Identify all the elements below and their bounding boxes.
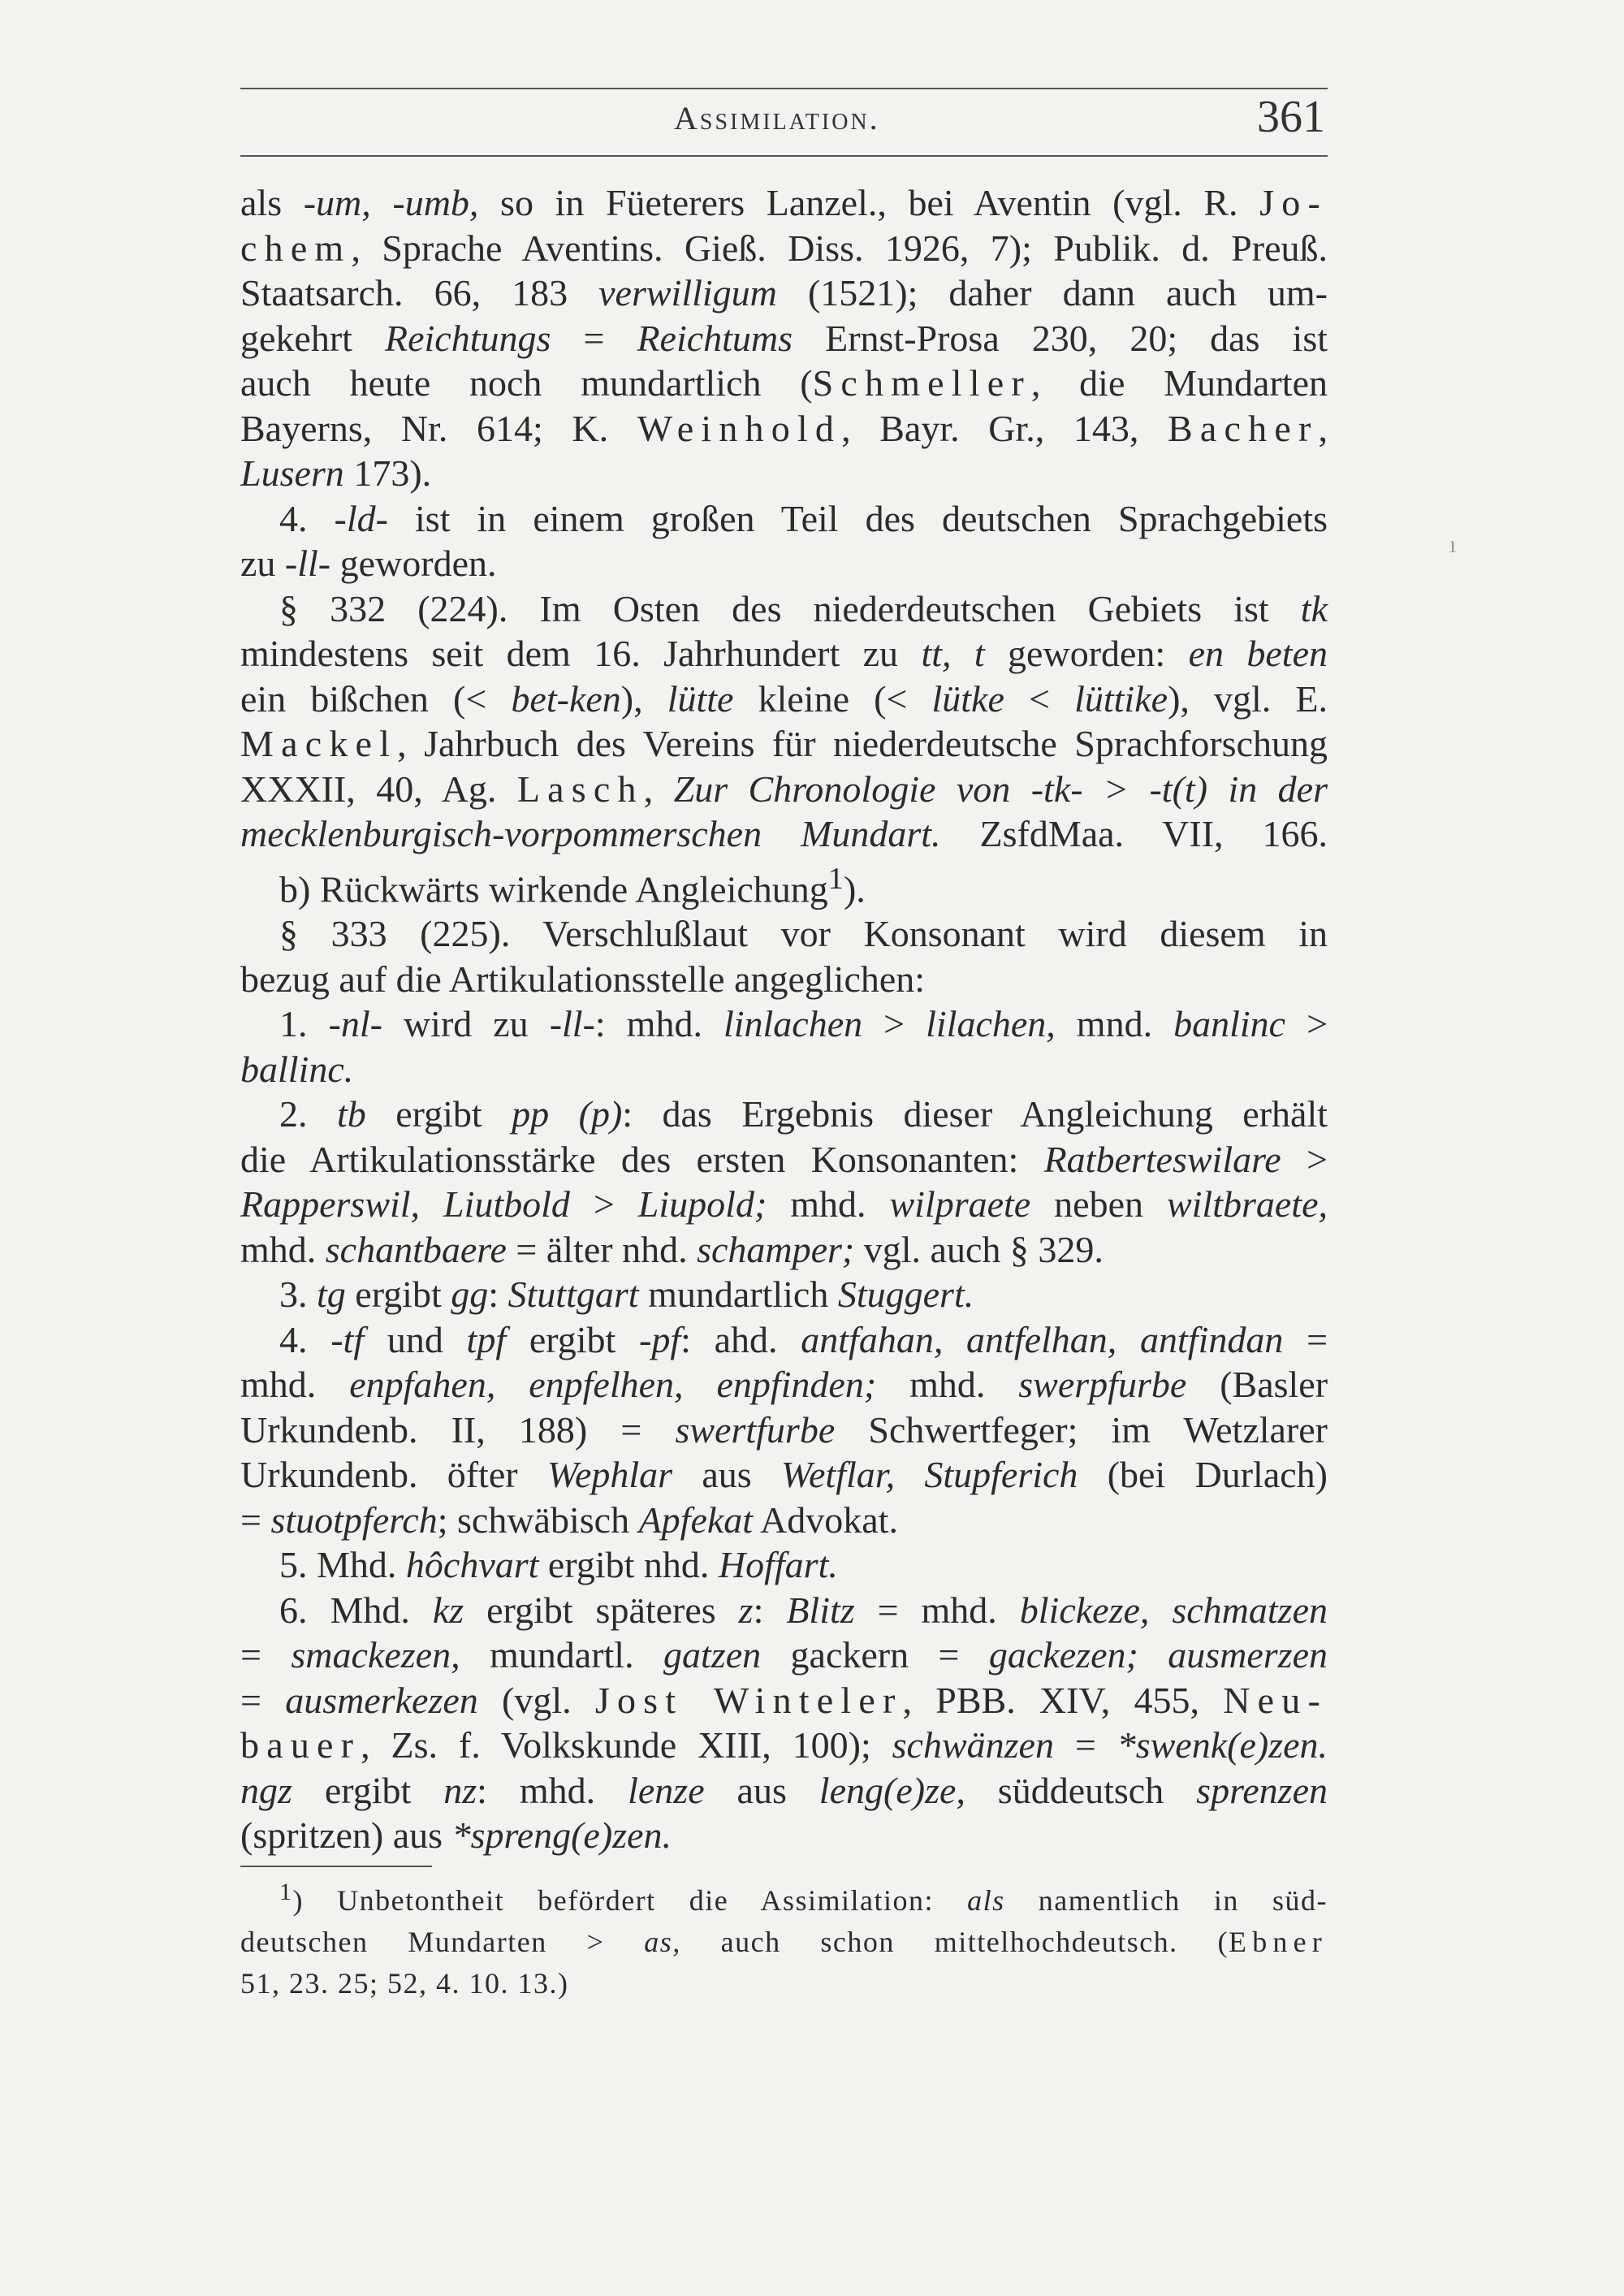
- italic-term: lilachen,: [926, 1003, 1056, 1045]
- body-line: [240, 406, 1328, 452]
- text-run: >: [862, 1003, 926, 1045]
- italic-term: antfahan, antfelhan, antfindan: [801, 1318, 1284, 1360]
- text-run: und: [364, 1318, 467, 1360]
- text-run: gekehrt: [240, 317, 385, 359]
- text-run: :: [753, 1589, 787, 1631]
- author-name: Lasch: [516, 767, 644, 810]
- text-run: mhd.: [767, 1183, 890, 1226]
- text-run: : mhd.: [594, 1003, 723, 1045]
- text-run: Urkundenb. öfter: [240, 1454, 547, 1496]
- text-run: so in Füeterers Lanzel., bei Aventin (vgl. R.: [478, 182, 1260, 223]
- text-run: kleine (<: [733, 677, 932, 720]
- italic-term: ballinc.: [240, 1048, 354, 1090]
- italic-term: Blitz: [786, 1589, 855, 1631]
- text-run: 51, 23. 25; 52, 4. 10. 13.): [240, 1967, 569, 2000]
- body-line: [240, 911, 1328, 957]
- text-run: >: [1285, 1003, 1328, 1045]
- text-run: (bei Durlach): [1078, 1454, 1328, 1496]
- italic-term: schwänzen: [892, 1724, 1054, 1766]
- author-name: Mackel: [240, 723, 398, 764]
- text-run: 5. Mhd.: [279, 1544, 406, 1586]
- text-run: 3.: [279, 1273, 317, 1316]
- italic-term: Stuggert.: [837, 1273, 974, 1316]
- body-line: [240, 1227, 1328, 1273]
- text-run: ; schwäbisch: [437, 1498, 639, 1541]
- italic-term: tpf: [466, 1318, 507, 1360]
- italic-term: kz: [432, 1589, 464, 1631]
- text-run: , PBB. XIV, 455,: [902, 1679, 1224, 1721]
- italic-term: enpfahen, enpfelhen, enpfinden;: [349, 1364, 877, 1406]
- text-run: =: [1053, 1724, 1117, 1766]
- text-run: neben: [1030, 1183, 1167, 1226]
- text-run: Bayerns, Nr. 614; K.: [240, 407, 637, 449]
- italic-term: stuotpferch: [270, 1498, 438, 1541]
- running-title: Assimilation.: [674, 100, 880, 136]
- text-run: =: [1283, 1318, 1328, 1360]
- italic-term: tt, t: [921, 633, 985, 674]
- footnote-line: [240, 1871, 1328, 1922]
- text-run: (1521); daher dann auch um-: [776, 272, 1328, 313]
- italic-term: schantbaere: [325, 1228, 507, 1270]
- text-run: >: [569, 1183, 638, 1226]
- text-run: 2.: [279, 1093, 337, 1135]
- body-line: [240, 1001, 1328, 1047]
- italic-term: Reichtums: [637, 317, 793, 359]
- italic-term: verwilligum: [598, 272, 777, 313]
- italic-term: tk: [1300, 587, 1328, 629]
- text-run: ) Unbetontheit befördert die Assimilation:: [292, 1884, 968, 1917]
- text-run: ergibt: [345, 1273, 451, 1316]
- text-run: , die Mundarten: [1030, 362, 1328, 404]
- body-line: [240, 1137, 1328, 1183]
- footnote-marker: 1: [827, 861, 844, 896]
- body-line: [240, 631, 1328, 677]
- italic-term: Wetflar, Stupferich: [780, 1454, 1078, 1496]
- header-top-rule: [240, 88, 1328, 89]
- header-bottom-rule: [240, 155, 1328, 157]
- body-line: [240, 586, 1328, 632]
- italic-term: gg: [451, 1273, 489, 1316]
- footnote-rule: [240, 1866, 432, 1867]
- body-line: [240, 1047, 1328, 1092]
- text-run: 6. Mhd.: [279, 1589, 433, 1631]
- body-line: [240, 1542, 1328, 1588]
- footnote-line: [240, 1963, 1328, 2004]
- italic-term: Zur Chronologie von -tk- > -t(t) in der: [673, 767, 1328, 810]
- italic-term: -ll-: [549, 1003, 595, 1045]
- body-line: [240, 1768, 1328, 1814]
- italic-term: swertfurbe: [675, 1408, 836, 1451]
- text-run: mhd.: [240, 1228, 326, 1270]
- author-name: Jo-: [1259, 182, 1328, 223]
- text-run: ergibt: [506, 1318, 640, 1360]
- text-run: :: [488, 1273, 508, 1316]
- text-run: namentlich in süd-: [1004, 1884, 1328, 1917]
- text-run: 1.: [279, 1003, 329, 1045]
- text-run: ein bißchen (<: [240, 677, 512, 720]
- body-line: [240, 180, 1328, 226]
- text-run: ZsfdMaa. VII, 166.: [940, 813, 1328, 854]
- text-run: (spritzen) aus: [240, 1814, 452, 1857]
- author-name: Schmeller: [812, 362, 1031, 404]
- italic-term: Rapperswil, Liutbold: [240, 1183, 570, 1226]
- body-line: [240, 677, 1328, 722]
- text-run: bezug auf die Artikulationsstelle angeglichen:: [240, 958, 926, 1000]
- italic-term: as,: [644, 1926, 681, 1958]
- italic-term: wilpraete: [889, 1183, 1031, 1226]
- italic-term: -nl-: [328, 1003, 382, 1045]
- body-line: [240, 857, 1328, 912]
- body-text: [240, 180, 1328, 1858]
- text-run: =: [240, 1498, 271, 1541]
- text-run: aus: [672, 1454, 781, 1496]
- text-run: die Artikulationsstärke des ersten Konsonanten:: [240, 1138, 1044, 1180]
- text-run: § 333 (225). Verschlußlaut vor Konsonant wird diesem in: [279, 913, 1328, 955]
- body-line: [240, 957, 1328, 1002]
- italic-term: swerpfurbe: [1018, 1364, 1187, 1406]
- text-run: aus: [704, 1769, 819, 1811]
- text-run: ergibt nhd.: [538, 1544, 719, 1586]
- footnote-marker: 1: [279, 1879, 293, 1905]
- author-name: Bacher: [1168, 407, 1319, 449]
- text-run: mhd.: [240, 1364, 350, 1406]
- body-line: [240, 361, 1328, 406]
- italic-term: wiltbraete,: [1166, 1183, 1328, 1226]
- body-line: [240, 1588, 1328, 1633]
- text-run: <: [1004, 677, 1075, 720]
- italic-term: Reichtungs: [384, 317, 551, 359]
- text-run: mundartl.: [460, 1634, 664, 1676]
- italic-term: pp (p): [512, 1093, 623, 1135]
- footnote-line: [240, 1922, 1328, 1963]
- italic-term: tg: [317, 1273, 346, 1316]
- body-line: [240, 1092, 1328, 1137]
- text-run: b) Rückwärts wirkende Angleichung: [279, 867, 828, 910]
- text-run: süddeutsch: [965, 1769, 1197, 1811]
- author-name: chem: [240, 227, 352, 269]
- italic-term: *spreng(e)zen.: [451, 1814, 672, 1857]
- text-run: vgl. auch § 329.: [854, 1228, 1104, 1270]
- body-line: [240, 1632, 1328, 1678]
- italic-term: Hoffart.: [718, 1544, 838, 1586]
- italic-term: linlachen: [723, 1003, 863, 1045]
- italic-term: als: [967, 1884, 1005, 1917]
- text-run: ergibt späteres: [464, 1589, 739, 1631]
- italic-term: Ratberteswilare: [1043, 1138, 1281, 1180]
- italic-term: en beten: [1188, 633, 1328, 674]
- text-run: Urkundenb. II, 188) =: [240, 1408, 676, 1451]
- body-line: [240, 270, 1328, 316]
- italic-term: z: [738, 1589, 754, 1631]
- italic-term: -pf: [639, 1318, 681, 1360]
- body-line: [240, 541, 1328, 586]
- body-line: [240, 721, 1328, 767]
- author-name: Neu-: [1223, 1679, 1328, 1721]
- margin-mark: ı: [1449, 531, 1457, 558]
- text-run: ergibt: [365, 1093, 512, 1135]
- text-run: , Jahrbuch des Vereins für niederdeutsche Sprachforschung: [397, 723, 1328, 764]
- italic-term: lenze: [628, 1769, 705, 1811]
- text-run: mhd.: [876, 1364, 1019, 1406]
- body-line: [240, 1272, 1328, 1317]
- body-line: [240, 496, 1328, 542]
- author-name: Ebner: [1229, 1926, 1328, 1958]
- body-line: [240, 1813, 1328, 1858]
- text-run: =: [240, 1634, 292, 1676]
- italic-term: hôchvart: [405, 1544, 539, 1586]
- italic-term: lütke: [931, 677, 1004, 720]
- text-run: , Zs. f. Volkskunde XIII, 100);: [361, 1724, 892, 1766]
- italic-term: blickeze, schmatzen: [1019, 1589, 1328, 1631]
- text-run: , Sprache Aventins. Gieß. Diss. 1926, 7); Publik. d. Preuß.: [351, 227, 1328, 269]
- author-name: bauer: [240, 1724, 361, 1766]
- body-line: [240, 1723, 1328, 1768]
- body-line: [240, 316, 1328, 361]
- italic-term: bet-ken: [511, 677, 621, 720]
- body-line: [240, 767, 1328, 812]
- text-run: Advokat.: [753, 1498, 898, 1541]
- italic-term: banlinc: [1173, 1003, 1286, 1045]
- text-run: >: [1281, 1138, 1328, 1180]
- text-run: als: [240, 182, 304, 223]
- italic-term: tb: [336, 1093, 366, 1135]
- text-run: 4.: [279, 1318, 331, 1360]
- text-run: ), vgl. E.: [1168, 677, 1328, 720]
- author-name: Jost Winteler: [594, 1679, 903, 1721]
- italic-term: *swenk(e)zen.: [1116, 1724, 1328, 1766]
- italic-term: -um, -umb,: [303, 182, 479, 223]
- italic-term: -ll-: [284, 543, 331, 584]
- italic-term: Lusern: [240, 452, 344, 494]
- author-name: Weinhold: [637, 407, 842, 449]
- body-line: [240, 1407, 1328, 1453]
- text-run: : mhd.: [477, 1769, 628, 1811]
- text-run: 173).: [343, 452, 432, 494]
- text-run: auch schon mittelhochdeutsch. (: [680, 1926, 1229, 1958]
- text-run: 4.: [279, 497, 335, 539]
- page-number: 361: [1257, 92, 1325, 142]
- text-run: gackern =: [761, 1634, 989, 1676]
- italic-term: lüttike: [1074, 677, 1168, 720]
- italic-term: Apfekat: [638, 1498, 754, 1541]
- body-line: [240, 811, 1328, 857]
- text-run: = mhd.: [854, 1589, 1020, 1631]
- italic-term: Wephlar: [546, 1454, 673, 1496]
- italic-term: lütte: [667, 677, 734, 720]
- italic-term: -tf: [330, 1318, 365, 1360]
- body-line: [240, 1498, 1328, 1543]
- text-run: Ernst-Prosa 230, 20; das ist: [793, 317, 1328, 359]
- italic-term: mecklenburgisch-vorpommerschen Mundart.: [240, 813, 941, 854]
- text-run: : ahd.: [680, 1318, 801, 1360]
- italic-term: gatzen: [663, 1634, 762, 1676]
- body-line: [240, 226, 1328, 271]
- text-run: zu: [240, 543, 285, 584]
- italic-term: sprenzen: [1196, 1769, 1328, 1811]
- text-run: mundartlich: [638, 1273, 838, 1316]
- text-run: ).: [843, 867, 866, 910]
- italic-term: ngz: [240, 1769, 292, 1811]
- footnotes: [240, 1871, 1328, 2004]
- text-run: deutschen Mundarten >: [240, 1926, 645, 1958]
- body-line: [240, 1452, 1328, 1498]
- text-run: (vgl.: [477, 1679, 595, 1721]
- text-run: : das Ergebnis dieser Angleichung erhält: [622, 1093, 1328, 1135]
- text-run: , Bayr. Gr., 143,: [841, 407, 1168, 449]
- text-run: ),: [620, 677, 667, 720]
- italic-term: smackezen,: [291, 1634, 460, 1676]
- italic-term: nz: [443, 1769, 477, 1811]
- text-run: auch heute noch mundartlich (: [240, 362, 813, 404]
- italic-term: Stuttgart: [508, 1273, 639, 1316]
- italic-term: Liupold;: [637, 1183, 767, 1226]
- italic-term: gackezen; ausmerzen: [988, 1634, 1328, 1676]
- text-run: ergibt: [292, 1769, 444, 1811]
- text-run: =: [240, 1679, 286, 1721]
- text-run: = älter nhd.: [506, 1228, 698, 1270]
- italic-term: leng(e)ze,: [818, 1769, 965, 1811]
- text-run: Staatsarch. 66, 183: [240, 272, 599, 313]
- body-line: [240, 1182, 1328, 1227]
- italic-term: ausmerkezen: [285, 1679, 478, 1721]
- italic-term: -ld-: [334, 497, 388, 539]
- body-line: [240, 1678, 1328, 1723]
- text-run: XXXII, 40, Ag.: [240, 767, 517, 810]
- text-run: geworden.: [330, 543, 497, 584]
- text-run: ist in einem großen Teil des deutschen Sprachgebiets: [387, 497, 1328, 539]
- text-run: ,: [1318, 407, 1328, 449]
- text-run: mindestens seit dem 16. Jahrhundert zu: [240, 633, 922, 674]
- body-line: [240, 1362, 1328, 1407]
- italic-term: schamper;: [697, 1228, 855, 1270]
- text-run: wird zu: [382, 1003, 550, 1045]
- body-line: [240, 451, 1328, 496]
- text-run: Schwertfeger; im Wetzlarer: [835, 1408, 1328, 1451]
- text-run: geworden:: [984, 633, 1189, 674]
- body-line: [240, 1317, 1328, 1363]
- text-run: =: [551, 317, 637, 359]
- text-run: (Basler: [1186, 1364, 1328, 1406]
- text-run: ,: [643, 767, 674, 810]
- text-run: § 332 (224). Im Osten des niederdeutschen Gebiets ist: [279, 587, 1301, 629]
- text-run: mnd.: [1055, 1003, 1174, 1045]
